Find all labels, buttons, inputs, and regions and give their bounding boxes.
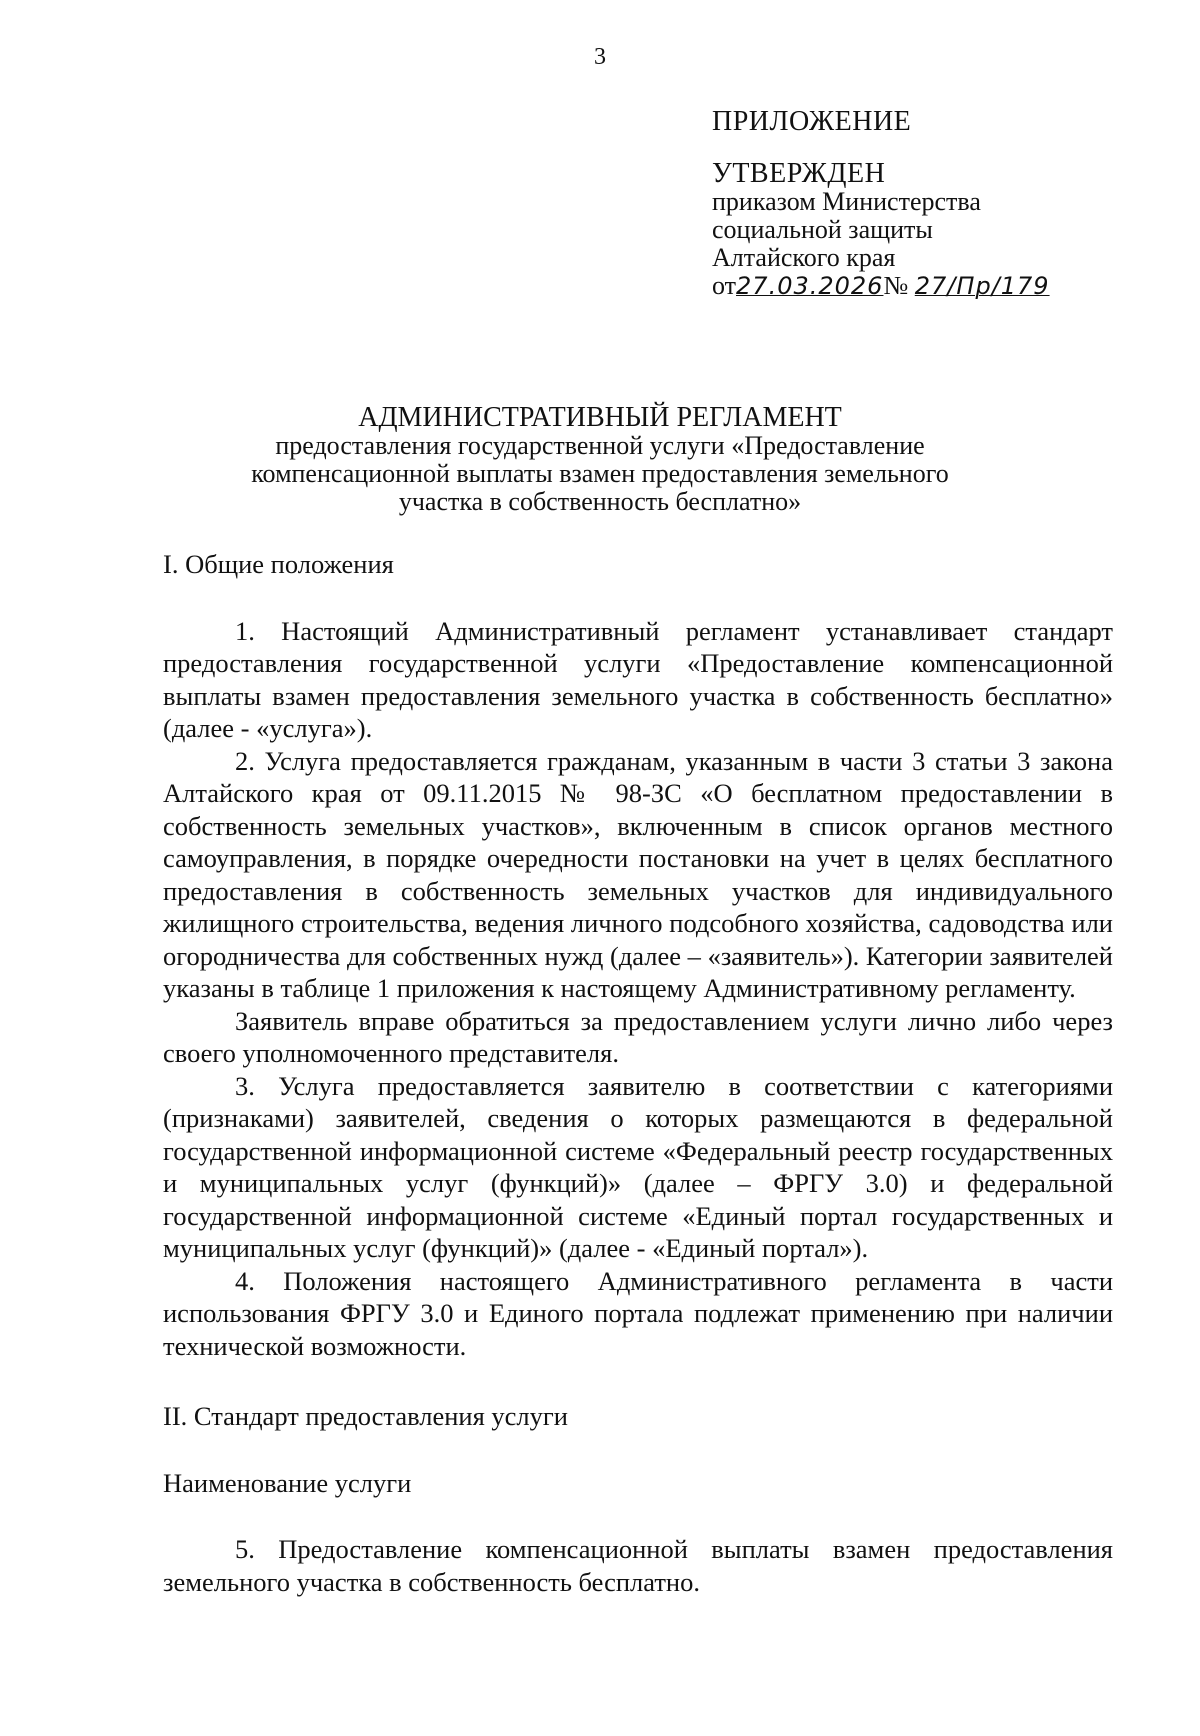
title-main: АДМИНИСТРАТИВНЫЙ РЕГЛАМЕНТ — [358, 402, 842, 433]
document-title — [200, 404, 1000, 516]
section-1-heading: I. Общие положения — [163, 549, 394, 579]
service-name-subheading: Наименование услуги — [163, 1467, 412, 1498]
order-date-number-line — [712, 272, 1172, 300]
title-line-4: участка в собственность бесплатно» — [398, 487, 802, 516]
page-number: 3 — [594, 44, 606, 70]
paragraph-5: 5. Предоставление компенсационной выплаты взамен предоставления земельного участка в собственность бесплатно. — [163, 1534, 1113, 1597]
paragraph-1: 1. Настоящий Административный регламент устанавливает стандарт предоставления государственной услуги «Предоставление компенсационной выплаты взамен предоставления земельного участка в собственность бесплатно» (далее - «услуга»). — [163, 615, 1113, 743]
title-line-2: предоставления государственной услуги «Предоставление — [275, 431, 925, 460]
approval-block — [712, 108, 1172, 300]
paragraph-2-note: Заявитель вправе обратиться за предоставлением услуги лично либо через своего уполномоченного представителя. — [163, 1005, 1113, 1068]
paragraph-4: 4. Положения настоящего Административного регламента в части использования ФРГУ 3.0 и Единого портала подлежат применению при наличии технической возможности. — [163, 1265, 1113, 1361]
document-body — [163, 548, 1113, 1598]
number-prefix: № — [883, 271, 909, 300]
title-line-3: компенсационной выплаты взамен предоставления земельного — [251, 459, 949, 488]
handwritten-order-number: 27/Пр/179 — [914, 272, 1050, 300]
section-2-heading: II. Стандарт предоставления услуги — [163, 1401, 568, 1431]
order-line-2: социальной защиты — [712, 215, 933, 244]
appendix-label: ПРИЛОЖЕНИЕ — [712, 106, 912, 137]
paragraph-2: 2. Услуга предоставляется гражданам, указанным в части 3 статьи 3 закона Алтайского края от 09.11.2015 № 98-ЗС «О бесплатном предоставлении в собственность земельных участков», включенным в список органов местного самоуправления, в порядке очередности постановки на учет в целях бесплатного предоставления в собственность земельных участков для индивидуального жилищного строительства, ведения личного подсобного хозяйства, садоводства или огородничества для собственных нужд (далее – «заявитель»). Категории заявителей указаны в таблице 1 приложения к настоящему Административному регламенту. — [163, 745, 1113, 1003]
approved-label: УТВЕРЖДЕН — [712, 158, 886, 189]
paragraph-3: 3. Услуга предоставляется заявителю в соответствии с категориями (признаками) заявителей, сведения о которых размещаются в федеральной государственной информационной системе «Федеральный реестр государственных и муниципальных услуг (функций)» (далее – ФРГУ 3.0) и федеральной государственной информационной системе «Единый портал государственных и муниципальных услуг (функций)» (далее - «Единый портал»). — [163, 1070, 1113, 1263]
date-prefix: от — [712, 271, 737, 300]
order-line-1: приказом Министерства — [712, 187, 981, 216]
handwritten-date: 27.03.2026 — [736, 272, 884, 300]
order-line-3: Алтайского края — [712, 243, 896, 272]
